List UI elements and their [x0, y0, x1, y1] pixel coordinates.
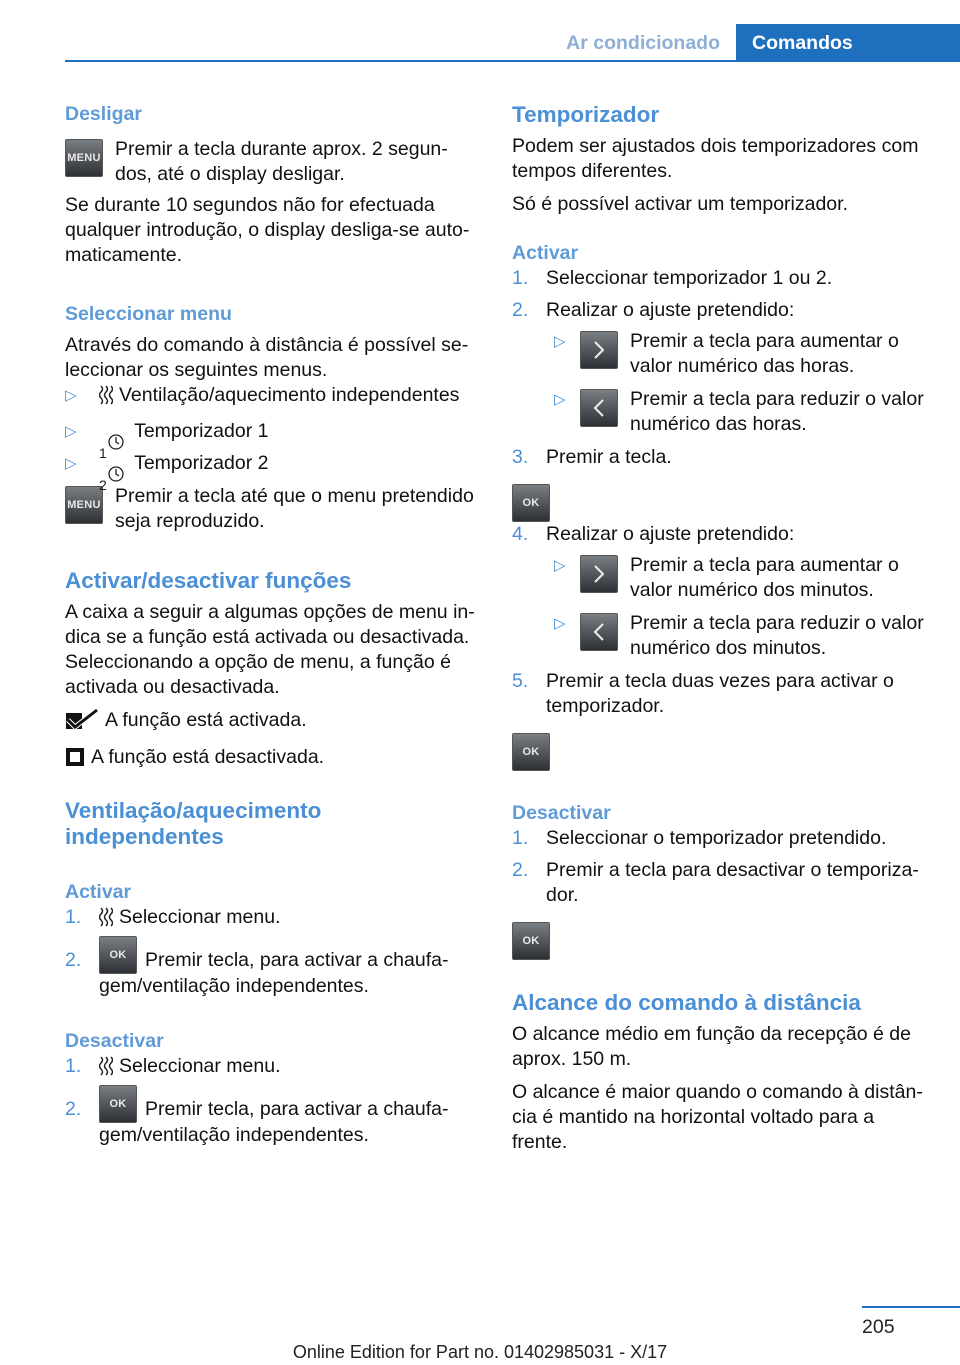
- menu-item-label: Temporizador 2: [134, 452, 269, 474]
- func-off-text: A função está desactivada.: [91, 746, 325, 768]
- step-text: Seleccionar temporizador 1 ou 2.: [546, 267, 833, 289]
- step-text: Realizar o ajuste pretendido:: [546, 523, 795, 545]
- ok-button-row: [512, 733, 932, 771]
- checkbox-checked-icon: [65, 708, 99, 737]
- func-on-row: [65, 708, 480, 737]
- ok-button-row: [512, 484, 932, 522]
- func-off-row: [65, 745, 480, 774]
- substep-text: Premir a tecla para reduzir o valor numérico dos minutos.: [630, 612, 924, 659]
- page-number: 205: [862, 1316, 895, 1338]
- arrow-right-button-icon: [580, 555, 618, 593]
- desligar-row: [65, 137, 480, 187]
- step-number: 3.: [512, 446, 529, 468]
- list-item: [512, 858, 932, 908]
- timer-desactivar-heading: Desactivar: [512, 802, 611, 824]
- timer-desactivar-steps: [512, 826, 932, 908]
- substep-hours-down: [554, 387, 932, 437]
- triangle-marker: ▷: [554, 615, 566, 632]
- func-on-text: A função está activada.: [105, 709, 307, 731]
- step-number: 1.: [512, 267, 529, 289]
- step-number: 4.: [512, 523, 529, 545]
- step-text: Premir a tecla.: [546, 446, 672, 468]
- desligar-heading: Desligar: [65, 103, 142, 125]
- fan-heat-icon: [99, 1056, 113, 1083]
- funcs-heading: Activar/desactivar funções: [65, 568, 352, 593]
- step-number: 2.: [65, 949, 82, 971]
- step-text: Realizar o ajuste pretendido:: [546, 299, 795, 321]
- arrow-left-button-icon: [580, 613, 618, 651]
- menu-press-text: Premir a tecla até que o menu pretendido seja reproduzido.: [115, 485, 474, 532]
- menu-button-icon: MENU: [65, 139, 103, 177]
- timer-activar-steps: [512, 266, 932, 470]
- list-item: [65, 948, 480, 999]
- triangle-marker: ▷: [554, 333, 566, 350]
- list-item: [512, 522, 932, 661]
- triangle-marker: ▷: [554, 557, 566, 574]
- substep-mins-down: [554, 611, 932, 661]
- fan-heat-icon: [99, 907, 113, 934]
- ok-button-icon: OK: [99, 1085, 137, 1123]
- desligar-text: Premir a tecla durante aprox. 2 segun-dos, até o display desligar.: [115, 138, 448, 185]
- funcs-text: A caixa a seguir a algumas opções de menu in-dica se a função está activada ou desactivada. Seleccionando a opção de menu, a função é activada ou desactivada.: [65, 601, 475, 698]
- step-text: Premir tecla, para activar a chaufa-gem/ventilação independentes.: [99, 1098, 449, 1146]
- substep-hours-up: [554, 329, 932, 379]
- step-number: 2.: [512, 859, 529, 881]
- substep-mins-up: [554, 553, 932, 603]
- range-heading: Alcance do comando à distância: [512, 990, 861, 1015]
- step-text: Premir a tecla para desactivar o temporiza-dor.: [546, 859, 919, 906]
- right-column: [512, 102, 932, 1155]
- fan-heat-icon: [99, 385, 113, 412]
- timer-heading: Temporizador: [512, 102, 660, 127]
- menu-heading: Seleccionar menu: [65, 303, 232, 325]
- vent-heading: Ventilação/aquecimento independentes: [65, 798, 322, 849]
- menu-item-label: Temporizador 1: [134, 420, 269, 442]
- checkbox-unchecked-icon: [65, 747, 85, 774]
- ok-button-icon: OK: [512, 922, 550, 960]
- step-number: 5.: [512, 670, 529, 692]
- desligar-auto-text: Se durante 10 segundos não for efectuada qualquer introdução, o display desliga-se auto-maticamente.: [65, 194, 470, 266]
- triangle-marker: ▷: [65, 455, 77, 472]
- edition-text: Online Edition for Part no. 01402985031 - X/17: [292, 1342, 668, 1362]
- vent-activar-heading: Activar: [65, 881, 132, 903]
- menu-list: [65, 383, 480, 493]
- menu-press-row: [65, 484, 480, 534]
- ok-button-icon: OK: [99, 936, 137, 974]
- step-text: Premir tecla, para activar a chaufa-gem/ventilação independentes.: [99, 949, 449, 997]
- arrow-left-button-icon: [580, 389, 618, 427]
- chapter-tab[interactable]: Comandos: [736, 24, 960, 62]
- range-text-1: O alcance médio em função da recepção é de aprox. 150 m.: [512, 1023, 911, 1070]
- list-item: [512, 669, 932, 719]
- triangle-marker: ▷: [554, 391, 566, 408]
- timer-text-2: Só é possível activar um temporizador.: [512, 193, 848, 215]
- list-item: [65, 1054, 480, 1083]
- step-number: 1.: [65, 906, 82, 928]
- list-item: ▷ 1 Temporizador 1: [65, 420, 269, 461]
- list-item: [512, 266, 932, 291]
- step-text: Seleccionar o temporizador pretendido.: [546, 827, 887, 849]
- timer-activar-heading: Activar: [512, 242, 579, 264]
- substep-text: Premir a tecla para reduzir o valor numérico das horas.: [630, 388, 924, 435]
- list-item: [65, 383, 480, 412]
- ok-button-row: [512, 922, 932, 960]
- list-item: [512, 826, 932, 851]
- section-tab[interactable]: Ar condicionado: [566, 32, 720, 54]
- page-header: [65, 24, 960, 62]
- timer-activar-steps-cont: [512, 522, 932, 719]
- step-number: 1.: [65, 1055, 82, 1077]
- vent-desactivar-heading: Desactivar: [65, 1030, 164, 1052]
- step-text: Seleccionar menu.: [119, 1055, 281, 1077]
- step-number: 1.: [512, 827, 529, 849]
- list-item: [65, 905, 480, 934]
- step-text: Premir a tecla duas vezes para activar o temporizador.: [546, 670, 894, 717]
- timer-text-1: Podem ser ajustados dois temporizadores com tempos diferentes.: [512, 135, 919, 182]
- vent-desactivar-steps: [65, 1054, 480, 1148]
- footer-rule: [862, 1306, 960, 1308]
- menu-intro: Através do comando à distância é possível se-leccionar os seguintes menus.: [65, 334, 469, 381]
- list-item: [512, 298, 932, 437]
- triangle-marker: ▷: [65, 423, 77, 440]
- triangle-marker: ▷: [65, 387, 77, 404]
- range-text-2: O alcance é maior quando o comando à distân-cia é mantido na horizontal voltado para a frente.: [512, 1081, 923, 1153]
- header-rule: [65, 60, 960, 62]
- substep-text: Premir a tecla para aumentar o valor numérico das horas.: [630, 330, 899, 377]
- step-text: Seleccionar menu.: [119, 906, 281, 928]
- list-item: ▷ 2 Temporizador 2: [65, 452, 269, 493]
- menu-item-label: Ventilação/aquecimento independentes: [119, 384, 460, 406]
- step-number: 2.: [512, 299, 529, 321]
- substep-text: Premir a tecla para aumentar o valor numérico dos minutos.: [630, 554, 899, 601]
- ok-button-icon: OK: [512, 484, 550, 522]
- ok-button-icon: OK: [512, 733, 550, 771]
- list-item: [512, 445, 932, 470]
- menu-button-icon: MENU: [65, 486, 103, 524]
- list-item: [65, 1097, 480, 1148]
- arrow-right-button-icon: [580, 331, 618, 369]
- vent-activar-steps: [65, 905, 480, 999]
- step-number: 2.: [65, 1098, 82, 1120]
- left-column: [65, 102, 480, 1155]
